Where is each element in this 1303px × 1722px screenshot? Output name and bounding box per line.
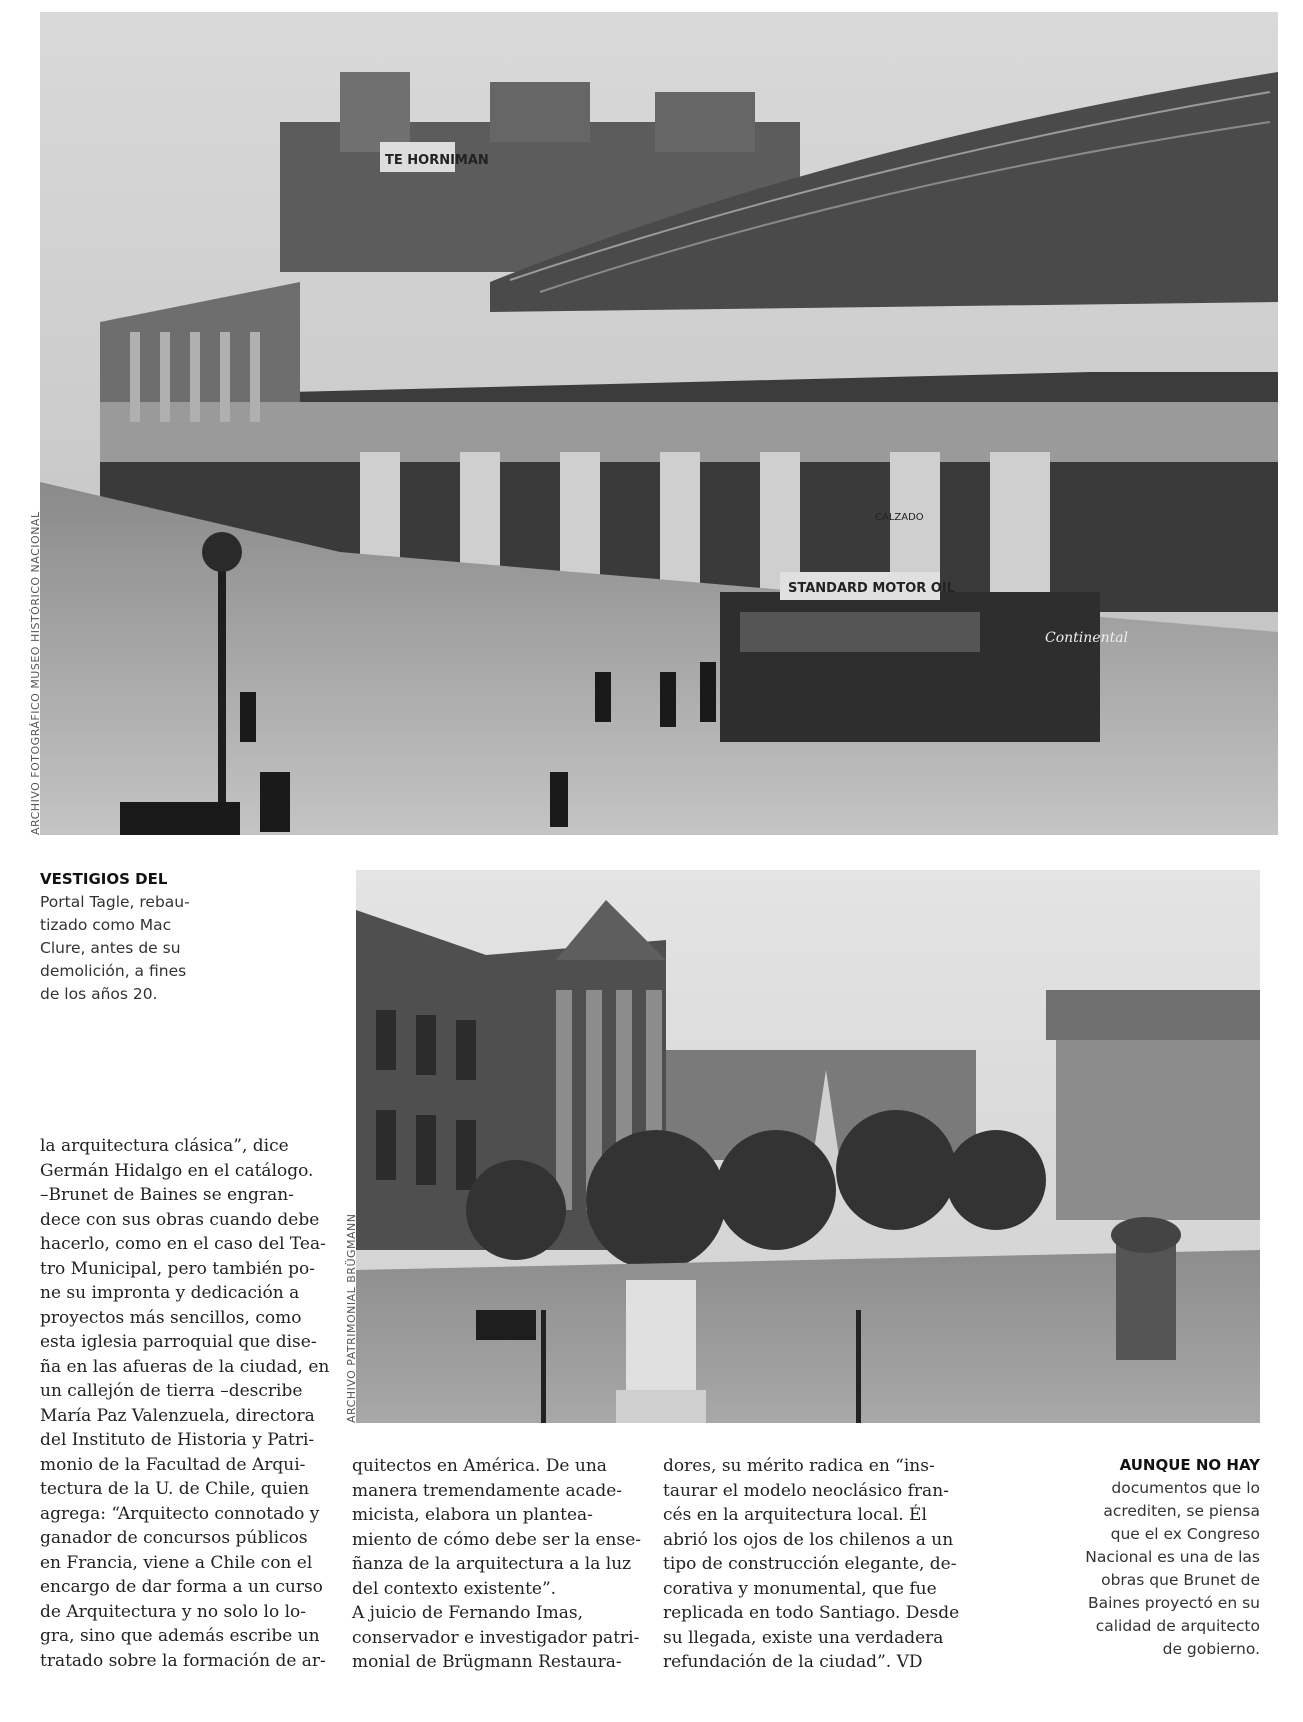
text-line: de Arquitectura y no solo lo lo- — [40, 1601, 306, 1622]
text-line: gra, sino que además escribe un — [40, 1626, 320, 1646]
text-line: monial de Brügmann Restaura- — [352, 1652, 622, 1672]
caption-line: tizado como Mac — [40, 916, 172, 934]
text-line: del contexto existente”. — [352, 1578, 557, 1599]
article-column-1 — [40, 1134, 330, 1673]
caption-line: demolición, a fines — [40, 962, 187, 980]
caption-line: que el ex Congreso — [1110, 1525, 1260, 1543]
article-column-2 — [352, 1454, 642, 1675]
text-line: tro Municipal, pero también po- — [40, 1258, 315, 1279]
calzado-sign: CALZADO — [875, 512, 924, 523]
text-line: la arquitectura clásica”, dice — [40, 1136, 289, 1156]
caption-line: calidad de arquitecto — [1095, 1617, 1260, 1635]
caption-line: obras que Brunet de — [1101, 1571, 1260, 1589]
caption-portal-tagle — [40, 868, 220, 1006]
text-line: replicada en todo Santiago. Desde — [663, 1603, 960, 1623]
caption-line: Baines proyectó en su — [1087, 1594, 1260, 1612]
text-line: un callejón de tierra –describe — [40, 1381, 303, 1401]
text-line: miento de cómo debe ser la ense- — [352, 1529, 642, 1550]
caption-line: de gobierno. — [1162, 1640, 1260, 1658]
text-line: esta iglesia parroquial que dise- — [40, 1332, 317, 1352]
standard-motor-oil-sign: STANDARD MOTOR OIL — [788, 581, 955, 596]
text-line: en Francia, viene a Chile con el — [40, 1552, 313, 1573]
text-line: conservador e investigador patri- — [352, 1627, 640, 1648]
text-line: abrió los ojos de los chilenos a un — [663, 1529, 954, 1550]
text-line: tectura de la U. de Chile, quien — [40, 1479, 310, 1499]
text-line: del Instituto de Historia y Patri- — [40, 1430, 315, 1450]
caption-lead: VESTIGIOS DEL — [40, 870, 168, 888]
text-line: refundación de la ciudad”. VD — [663, 1652, 923, 1672]
text-line: quitectos en América. De una — [352, 1456, 607, 1476]
text-line: tipo de construcción elegante, de- — [663, 1554, 957, 1574]
photo-credit-bottom: ARCHIVO PATRIMONIAL BRÜGMANN — [345, 1213, 358, 1423]
caption-line: acrediten, se piensa — [1103, 1502, 1260, 1520]
caption-line: documentos que lo — [1111, 1479, 1260, 1497]
text-line: ne su impronta y dedicación a — [40, 1283, 300, 1303]
caption-line: Portal Tagle, rebau- — [40, 893, 190, 911]
text-line: encargo de dar forma a un curso — [40, 1577, 323, 1597]
text-line: tratado sobre la formación de ar- — [40, 1650, 326, 1671]
text-line: monio de la Facultad de Arqui- — [40, 1454, 306, 1475]
text-line: agrega: “Arquitecto connotado y — [40, 1503, 320, 1524]
text-line: proyectos más sencillos, como — [40, 1307, 302, 1328]
photo-credit-top: ARCHIVO FOTOGRÁFICO MUSEO HISTÓRICO NACIONAL — [29, 511, 42, 835]
article-column-3 — [663, 1454, 960, 1675]
text-line: A juicio de Fernando Imas, — [352, 1603, 583, 1623]
text-line: dece con sus obras cuando debe — [40, 1209, 320, 1230]
text-line: manera tremendamente acade- — [352, 1480, 622, 1501]
ex-congreso-photo — [356, 870, 1260, 1423]
caption-line: Nacional es una de las — [1085, 1548, 1260, 1566]
text-line: corativa y monumental, que fue — [663, 1578, 937, 1599]
text-line: taurar el modelo neoclásico fran- — [663, 1480, 949, 1501]
portal-tagle-photo — [40, 12, 1278, 835]
text-line: ña en las afueras de la ciudad, en — [40, 1356, 330, 1377]
horniman-sign: TE HORNIMAN — [385, 153, 489, 168]
text-line: cés en la arquitectura local. Él — [663, 1505, 927, 1525]
caption-lead: AUNQUE NO HAY — [1119, 1456, 1260, 1474]
caption-line: Clure, antes de su — [40, 939, 181, 957]
caption-ex-congreso — [1035, 1454, 1260, 1661]
text-line: hacerlo, como en el caso del Tea- — [40, 1234, 326, 1254]
text-line: María Paz Valenzuela, directora — [40, 1405, 315, 1426]
caption-line: de los años 20. — [40, 985, 158, 1003]
text-line: su llegada, existe una verdadera — [663, 1627, 944, 1648]
continental-sign: Continental — [1045, 630, 1129, 646]
text-line: micista, elabora un planteа- — [352, 1505, 593, 1525]
text-line: Germán Hidalgo en el catálogo. — [40, 1160, 314, 1181]
text-line: –Brunet de Baines se engran- — [40, 1185, 294, 1205]
text-line: dores, su mérito radica en “ins- — [663, 1456, 935, 1476]
text-line: ñanza de la arquitectura a la luz — [352, 1554, 632, 1574]
text-line: ganador de concursos públicos — [40, 1528, 308, 1548]
